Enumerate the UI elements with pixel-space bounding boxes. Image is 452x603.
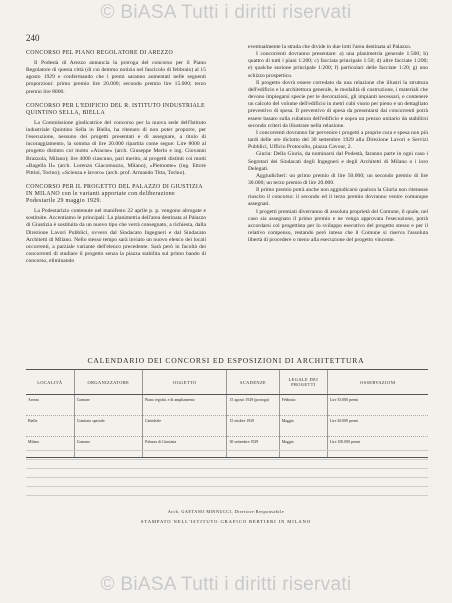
column-header: LOCALITÀ <box>26 370 74 395</box>
paragraph: I concorrenti dovranno presentare: a) una planimetria generale 1:500; b) quattro di tutti i piani 1:200; c) facciata principale 1:50; d) altre facciate 1:200; e) qualche sezione principale 1:200; f) particolari delle facciate 1:20; g) uno schizzo prospettico. <box>248 51 428 79</box>
blank-row <box>26 478 428 487</box>
paragraph: Il primo premio potrà anche non aggiudicarsi qualora la Giuria non ritenesse riuscito il concorso: il secondo ed il terzo premio dovranno venire comunque assegnati. <box>248 187 428 208</box>
blank-row <box>26 487 428 496</box>
table-cell: Maggio <box>279 416 327 437</box>
column-header: SCADENZE <box>227 370 279 395</box>
paragraph: Aggiudicheri: un primo premio di lire 50.000; un secondo premio di lire 30.000; un terzo premio di lire 20.000. <box>248 172 428 186</box>
table-cell: Arezzo <box>26 395 74 416</box>
printer-line: STAMPATO NELL'ISTITUTO GRAFICO BERTIERI IN MILANO <box>140 519 312 524</box>
watermark-text: © BiASA Tutti i diritti riservati <box>100 2 352 23</box>
right-column <box>248 44 428 244</box>
paragraph: eventualmente la strada che divide in due lotti l'area destinata al Palazzo. <box>248 44 412 50</box>
table-row <box>26 416 428 437</box>
table-cell: Lire 100.000 premi <box>327 437 428 458</box>
watermark-text: © BiASA Tutti i diritti riservati <box>100 574 352 595</box>
blank-row <box>26 460 428 469</box>
section-text: La Podestarizio contenute nel manifesto 22 aprile p. p. vengono abrogate e sostituite. Accentiamo le principali: La planimetria dell'area destinata al Palazzo di Giustizia è sostituita da un nuovo tipo che verrà consegnato, a richiesta, dalla Direzione Lavori Pubblici, ovvero dal Sindacato Ingegneri e dal Sindacato Architetti di Milano. Nello stesso tempo sarà inviato un nuovo elenco dei locali occorrenti, a parziale variante dell'elenco precedente. Sarà però in facoltà dei concorrenti di studiare il progetto senza la piazza stabilita sul primo bando di concorso, eliminando <box>26 208 206 265</box>
paragraph: I progetti premiati diverranno di assoluta proprietà del Comune, il quale, nel caso sia assegnato il primo premio e ne venga approvata l'esecuzione, potrà accordarsi col progettista per lo sviluppo esecutivo del progetto stesso e per il relativo compenso, restando però inteso che il Comune si riserva l'assoluta libertà di procedere o meno alla esecuzione del progetto vincente. <box>248 208 428 244</box>
table-cell: Lire 20.000 premi <box>327 416 428 437</box>
director-line: Arch. GAETANO MINNUCCI, Direttore Responsabile <box>167 509 285 514</box>
blank-row <box>26 469 428 478</box>
table-cell: Comune <box>74 437 142 458</box>
table-row <box>26 395 428 416</box>
table-cell: Lire 35.000 premi <box>327 395 428 416</box>
watermark-top <box>0 2 452 24</box>
section-text: La Commissione giudicatrice del concorso per la nuova sede dell'Istituto industriale Quintino Sella in Biella, ha ritenuto di non poter proporre, per l'esecuzione, nessuno dei progetti presentati e di assegnare, a titolo di incoraggiamento, la somma di lire 20.000 ripartita come segue: Lire 8000 al progetto distinto col motto «Aracne» (arch. Giuseppe Merlo e ing. Giovanni Brazzola, Milano); lire 4000 ciascuno, pari merito, ai progetti distinti coi motti «Bagella II» (arch. Lorenzo Giacomuzzo, Milano), «Piemonte» (ing. Ettore Pittini, Torino); «Scienza e lavoro» (arch. prof. Armando Titta, Torino). <box>26 119 206 176</box>
section-heading: CONCORSO PER L'EDIFICIO DEL R. ISTITUTO INDUSTRIALE QUINTINO SELLA, BIELLA <box>26 102 205 116</box>
column-header: LEGALE DEI PROGETTI <box>279 370 327 395</box>
table-cell: 30 settembre 1929 <box>227 437 279 458</box>
table-cell: 15 ottobre 1929 <box>227 416 279 437</box>
table-cell: Milano <box>26 437 74 458</box>
column-header: OSSERVAZIONI <box>327 370 428 395</box>
left-column <box>26 44 206 265</box>
table-cell: Comitato speciale <box>74 416 142 437</box>
table-cell: Maggio <box>279 437 327 458</box>
section-text: Il Podestà di Arezzo annuncia la proroga del concorso per il Piano Regolatore di questa città (di cui demmo notizia nel fascicolo di febbraio) al 15 agosto 1929 e confermando che i premi saranno aumentati nelle seguenti proporzioni: primo premio lire 20.000; secondo premio lire 15.000; terzo premio lire 8000. <box>26 60 206 95</box>
table-cell: Piano regolat. e di ampliamento <box>143 395 227 416</box>
blank-row <box>26 451 428 460</box>
table-header-row <box>26 370 428 395</box>
table-cell: Biella <box>26 416 74 437</box>
blank-table-rows <box>26 442 428 502</box>
blank-row <box>26 442 428 451</box>
calendar-title: CALENDARIO DEI CONCORSI ED ESPOSIZIONI DI ARCHITETTURA <box>87 356 365 365</box>
table-cell: Palazzo di Giustizia <box>143 437 227 458</box>
section-heading: CONCORSO PEL PIANO REGOLATORE DI AREZZO <box>26 50 174 56</box>
table-cell: Febbraio <box>279 395 327 416</box>
paragraph: I concorrenti dovranno far pervenire i progetti a proprie cura e spesa non più tardi delle ore diciotto del 30 settembre 1929 alla Direzione Lavori e Servizi Pubblici, Ufficio Protocollo, piazza Cavour, 2. <box>248 129 428 151</box>
paragraph: Il progetto dovrà essere corredato da una relazione che illustri la struttura dell'edificio e la architettura generale, le modalità di costruzione, i materiali che devono impiegarsi specie per le decorazioni, gli impianti necessari, e contenere un calcolo del volume dell'edificio in metri cubi vuoto per pieno e un dettagliato preventivo di spesa. Il preventivo di spesa da presentarsi dai concorrenti potrà essere basato sulla cubatura dell'edificio e sopra un prezzo unitario da stabilirsi secondo criteri da illustrare nella relazione. <box>248 79 428 129</box>
column-header: ORGANIZZATORE <box>74 370 142 395</box>
watermark-bottom <box>0 574 452 596</box>
table-cell: 15 agosto 1929 (proroga) <box>227 395 279 416</box>
paragraph: Giuria: Della Giuria, da nominarsi dal Podestà, faranno parte in ogni caso i Segretari dei Sindacati degli Ingegneri e degli Architetti di Milano o i loro Delegati. <box>248 151 428 172</box>
table-cell: Comune <box>74 395 142 416</box>
page-number: 240 <box>26 33 40 43</box>
column-header: OGGETTO <box>143 370 227 395</box>
section-heading: CONCORSO PER IL PROGETTO DEL PALAZZO DI GIUSTIZIA IN MILANO con le varianti apportate con deliberazione Podestarile 29 maggio 1929. <box>26 184 203 205</box>
table-cell: Cattedrale <box>143 416 227 437</box>
